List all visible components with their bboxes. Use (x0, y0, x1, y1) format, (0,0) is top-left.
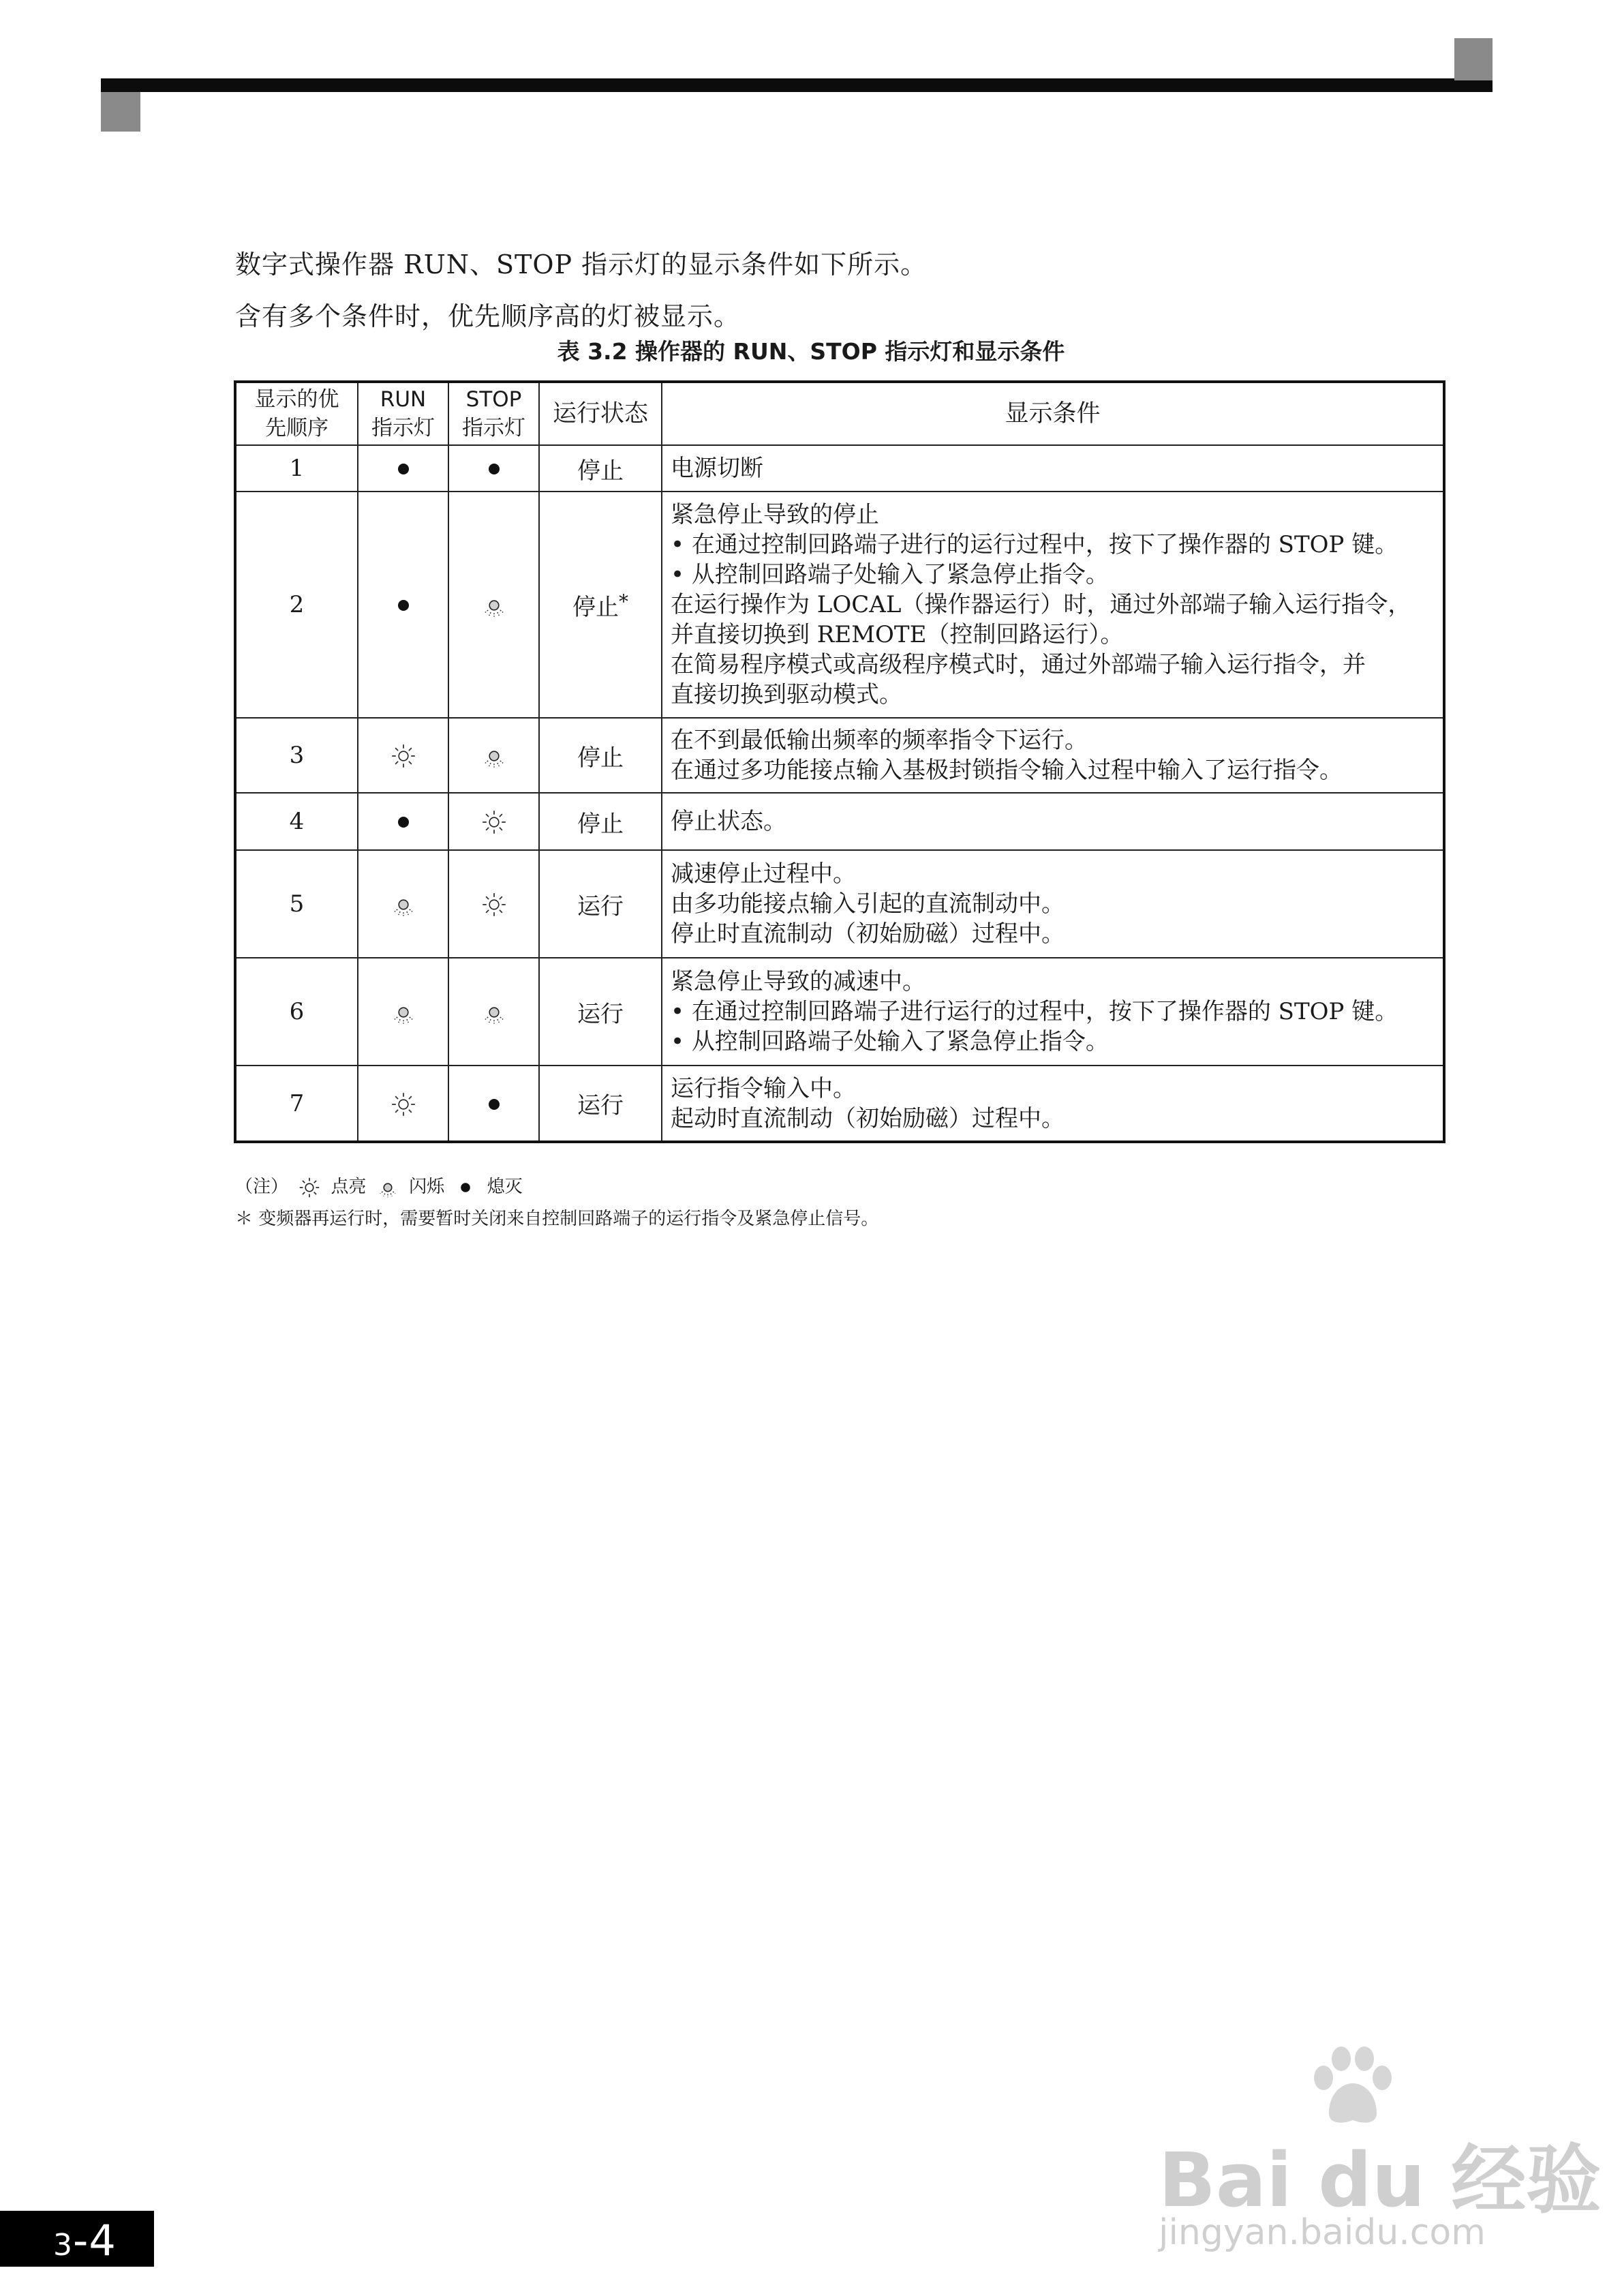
table-row (235, 492, 1444, 718)
priority-cell: 6 (235, 958, 358, 1066)
priority-cell: 2 (235, 492, 358, 718)
stop-indicator-cell (448, 850, 539, 958)
lamp-blink-icon (480, 742, 508, 770)
table-row (235, 793, 1444, 850)
stop-indicator-cell (448, 445, 539, 492)
state-label: 停止 (572, 593, 619, 621)
condition-cell (662, 850, 1444, 958)
table-row (235, 718, 1444, 793)
priority-cell: 4 (235, 793, 358, 850)
table-row (235, 958, 1444, 1066)
state-cell (539, 492, 662, 718)
header-run-l2: 指示灯 (371, 416, 435, 440)
lamp-off-icon (390, 592, 417, 619)
condition-cell (662, 445, 1444, 492)
condition-cell (662, 1066, 1444, 1142)
condition-line: • 从控制回路端子处输入了紧急停止指令。 (671, 561, 1109, 588)
lamp-on-icon (480, 891, 508, 918)
watermark-url: jingyan.baidu.com (1159, 2212, 1486, 2253)
header-stop-l1: STOP (465, 387, 522, 412)
page-number (53, 2216, 117, 2265)
lamp-blink-icon (480, 592, 508, 619)
run-indicator-cell (358, 958, 448, 1066)
header-run-l1: RUN (380, 387, 427, 412)
table-row (235, 445, 1444, 492)
state-label: 运行 (577, 1000, 624, 1028)
condition-line: 在通过多功能接点输入基极封锁指令输入过程中输入了运行指令。 (671, 757, 1343, 784)
condition-line: • 从控制回路端子处输入了紧急停止指令。 (671, 1028, 1109, 1055)
watermark-brand: Bai du 经验 (1159, 2136, 1602, 2224)
priority-cell: 5 (235, 850, 358, 958)
run-indicator-cell (358, 1066, 448, 1142)
condition-line: 停止时直流制动（初始励磁）过程中。 (671, 920, 1065, 948)
header-gray-block-right (1454, 38, 1493, 80)
header-gray-block-left (101, 92, 140, 132)
paw-logo-icon (1309, 2045, 1397, 2130)
condition-line: 在简易程序模式或高级程序模式时，通过外部端子输入运行指令，并 (671, 651, 1366, 678)
condition-cell (662, 958, 1444, 1066)
run-indicator-cell (358, 718, 448, 793)
header-run (358, 382, 448, 445)
state-cell (539, 445, 662, 492)
page-number-main: -4 (73, 2216, 117, 2265)
state-label: 运行 (577, 892, 624, 920)
priority-cell: 3 (235, 718, 358, 793)
legend-prefix: （注） (235, 1177, 289, 1197)
condition-line: 电源切断 (671, 455, 763, 482)
condition-line: 起动时直流制动（初始励磁）过程中。 (671, 1104, 1065, 1132)
condition-cell (662, 718, 1444, 793)
table-row (235, 850, 1444, 958)
lamp-on-icon (390, 742, 417, 770)
stop-indicator-cell (448, 718, 539, 793)
condition-line: 紧急停止导致的停止 (671, 501, 879, 528)
table-row (235, 1066, 1444, 1142)
footnote: ＊ 变频器再运行时，需要暂时关闭来自控制回路端子的运行指令及紧急停止信号。 (235, 1209, 879, 1229)
intro-line-2: 含有多个条件时，优先顺序高的灯被显示。 (235, 301, 741, 331)
legend-blink-label: 闪烁 (409, 1177, 445, 1197)
run-indicator-cell (358, 793, 448, 850)
legend-note (235, 1173, 523, 1199)
header-rule (101, 78, 1493, 92)
condition-line: 由多功能接点输入引起的直流制动中。 (671, 890, 1065, 918)
state-cell (539, 793, 662, 850)
run-indicator-cell (358, 445, 448, 492)
condition-line: 减速停止过程中。 (671, 860, 856, 888)
lamp-on-icon (390, 1091, 417, 1118)
condition-line: 运行指令输入中。 (671, 1074, 856, 1102)
lamp-blink-icon (376, 1176, 399, 1199)
indicator-condition-table (234, 380, 1445, 1143)
condition-cell (662, 492, 1444, 718)
legend-on-label: 点亮 (331, 1177, 367, 1197)
header-priority (235, 382, 358, 445)
condition-line: 停止状态。 (671, 808, 786, 835)
lamp-blink-icon (480, 999, 508, 1026)
state-label: 停止 (577, 457, 624, 485)
lamp-off-icon (480, 1091, 508, 1118)
condition-cell (662, 793, 1444, 850)
page-number-prefix: 3 (53, 2228, 73, 2263)
stop-indicator-cell (448, 1066, 539, 1142)
condition-line: 并直接切换到 REMOTE（控制回路运行）。 (671, 621, 1124, 648)
lamp-on-icon (480, 809, 508, 836)
lamp-off-icon (390, 455, 417, 483)
stop-indicator-cell (448, 793, 539, 850)
header-priority-l2: 先顺序 (265, 416, 328, 440)
condition-line: • 在通过控制回路端子进行运行的过程中，按下了操作器的 STOP 键。 (671, 998, 1398, 1025)
state-label: 停止 (577, 744, 624, 772)
priority-cell: 1 (235, 445, 358, 492)
state-label: 运行 (577, 1092, 624, 1119)
header-condition: 显示条件 (662, 382, 1444, 445)
lamp-blink-icon (390, 999, 417, 1026)
run-indicator-cell (358, 492, 448, 718)
lamp-blink-icon (390, 891, 417, 918)
state-cell (539, 958, 662, 1066)
table-caption: 表 3.2 操作器的 RUN、STOP 指示灯和显示条件 (557, 338, 1065, 365)
header-state: 运行状态 (539, 382, 662, 445)
lamp-on-icon (298, 1176, 321, 1199)
condition-line: 直接切换到驱动模式。 (671, 681, 902, 708)
condition-line: 在不到最低输出频率的频率指令下运行。 (671, 727, 1088, 754)
priority-cell: 7 (235, 1066, 358, 1142)
header-stop-l2: 指示灯 (462, 416, 525, 440)
condition-line: • 在通过控制回路端子进行的运行过程中，按下了操作器的 STOP 键。 (671, 531, 1398, 558)
lamp-off-icon (454, 1176, 477, 1199)
condition-line: 在运行操作为 LOCAL（操作器运行）时，通过外部端子输入运行指令， (671, 591, 1411, 618)
header-stop (448, 382, 539, 445)
lamp-off-icon (480, 455, 508, 483)
stop-indicator-cell (448, 492, 539, 718)
state-cell (539, 1066, 662, 1142)
lamp-off-icon (390, 809, 417, 836)
stop-indicator-cell (448, 958, 539, 1066)
state-cell (539, 850, 662, 958)
header-priority-l1: 显示的优 (254, 387, 339, 412)
intro-line-1: 数字式操作器 RUN、STOP 指示灯的显示条件如下所示。 (235, 250, 928, 280)
state-cell (539, 718, 662, 793)
legend-off-label: 熄灭 (487, 1177, 523, 1197)
state-label: 停止 (577, 810, 624, 838)
footnote-marker: * (619, 590, 628, 613)
condition-line: 紧急停止导致的减速中。 (671, 968, 925, 995)
table-header-row (235, 382, 1444, 445)
baidu-watermark (1159, 2045, 1602, 2263)
run-indicator-cell (358, 850, 448, 958)
